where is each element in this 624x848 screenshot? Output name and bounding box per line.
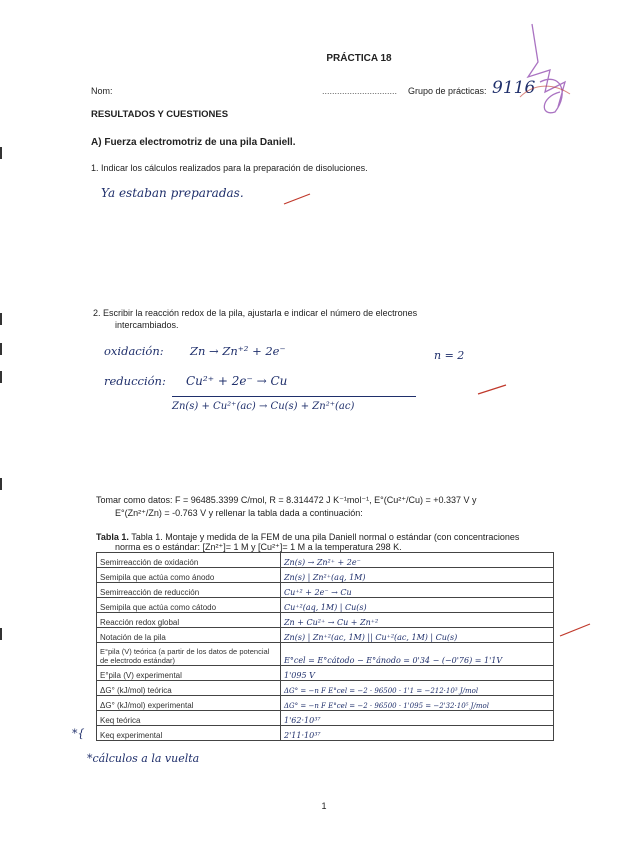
row-label: Semirreacción de reducción [97, 583, 281, 598]
row-value: Zn(s) | Zn⁺²(ac, 1M) || Cu⁺²(ac, 1M) | Cu(s) [281, 628, 554, 643]
table-caption-line2: norma es o estándar: [Zn²⁺]= 1 M y [Cu²⁺]= 1 M a la temperatura 298 K. [115, 542, 402, 552]
table-row [97, 711, 554, 726]
table-row [97, 628, 554, 643]
row-label: E°pila (V) teórica (a partir de los datos de potencial de electrodo estándar) [97, 643, 281, 666]
table-row [97, 643, 554, 666]
table-row [97, 553, 554, 568]
margin-mark [0, 343, 2, 355]
row-label: Semipila que actúa como ánodo [97, 568, 281, 583]
margin-mark [0, 628, 2, 640]
table-row [97, 568, 554, 583]
row-label: E°pila (V) experimental [97, 666, 281, 681]
electrons-number: n = 2 [434, 349, 465, 362]
check-mark [558, 620, 592, 640]
page-number: 1 [321, 801, 327, 811]
table-caption-line1: Tabla 1. Tabla 1. Montaje y medida de la FEM de una pila Daniell normal o estándar (con concentraciones [96, 532, 520, 542]
group-label: Grupo de prácticas: [408, 86, 487, 96]
section-a-heading: A) Fuerza electromotriz de una pila Daniell. [91, 137, 296, 148]
row-label: ΔG° (kJ/mol) experimental [97, 696, 281, 711]
row-label: ΔG° (kJ/mol) teórica [97, 681, 281, 696]
row-value: Zn + Cu²⁺ → Cu + Zn⁺² [281, 613, 554, 628]
margin-mark [0, 371, 2, 383]
row-value: ΔG° = −n F E°cel = −2 · 96500 · 1'095 = −2'32·10⁵ J/mol [281, 696, 554, 711]
oxidation-label: oxidación: [104, 344, 164, 358]
table-row [97, 613, 554, 628]
question-2-line2: intercambiados. [115, 320, 179, 330]
page-title: PRÁCTICA 18 [326, 53, 392, 64]
results-heading: RESULTADOS Y CUESTIONES [91, 109, 229, 120]
row-value: 1'62·10³⁷ [281, 711, 554, 726]
row-value: 1'095 V [281, 666, 554, 681]
asterisk-mark: *{ [72, 727, 85, 740]
row-value: ΔG° = −n F E°cel = −2 · 96500 · 1'1 = −212·10³ J/mol [281, 681, 554, 696]
margin-mark [0, 147, 2, 159]
row-label: Keq teórica [97, 711, 281, 726]
reduction-equation: Cu²⁺ + 2e⁻ → Cu [186, 374, 288, 388]
row-label: Semirreacción de oxidación [97, 553, 281, 568]
global-equation: Zn(s) + Cu²⁺(ac) → Cu(s) + Zn²⁺(ac) [172, 401, 355, 412]
check-mark [282, 190, 312, 208]
group-value: 9116 [492, 78, 536, 98]
answer-1: Ya estaban preparadas. [101, 186, 244, 200]
reduction-label: reducción: [104, 374, 166, 388]
row-value: Zn(s) → Zn²⁺ + 2e⁻ [281, 553, 554, 568]
data-line-1: Tomar como datos: F = 96485.3399 C/mol, R = 8.314472 J K⁻¹mol⁻¹, E°(Cu²⁺/Cu) = +0.337 V y [96, 495, 477, 505]
row-label: Reacción redox global [97, 613, 281, 628]
table-row [97, 666, 554, 681]
check-mark [476, 382, 508, 398]
question-1: 1. Indicar los cálculos realizados para la preparación de disoluciones. [91, 163, 368, 173]
row-label: Keq experimental [97, 726, 281, 741]
margin-mark [0, 313, 2, 325]
row-label: Notación de la pila [97, 628, 281, 643]
table-row [97, 598, 554, 613]
oxidation-equation: Zn → Zn⁺² + 2e⁻ [190, 344, 286, 358]
table-row [97, 681, 554, 696]
row-value: Zn(s) | Zn²⁺(aq, 1M) [281, 568, 554, 583]
question-2-line1: 2. Escribir la reacción redox de la pila, ajustarla e indicar el número de electrones [93, 308, 418, 318]
signature [510, 22, 580, 122]
footnote: *cálculos a la vuelta [87, 752, 200, 765]
table-row [97, 726, 554, 741]
row-value: 2'11·10³⁷ [281, 726, 554, 741]
data-line-2: E°(Zn²⁺/Zn) = -0.763 V y rellenar la tabla dada a continuación: [115, 508, 363, 518]
row-value: Cu⁺²(aq, 1M) | Cu(s) [281, 598, 554, 613]
row-value: Cu⁺² + 2e⁻ → Cu [281, 583, 554, 598]
table-row [97, 583, 554, 598]
row-label: Semipila que actúa como cátodo [97, 598, 281, 613]
name-label: Nom: [91, 86, 113, 96]
sum-line [172, 396, 416, 397]
table-caption-text: Tabla 1. Montaje y medida de la FEM de una pila Daniell normal o estándar (con concentraciones [131, 532, 520, 542]
margin-mark [0, 478, 2, 490]
name-dots: .............................. [322, 86, 398, 96]
row-value: E°cel = E°cátodo − E°ánodo = 0'34 − (−0'76) = 1'1V [281, 643, 554, 666]
table-row [97, 696, 554, 711]
results-table [96, 552, 554, 741]
